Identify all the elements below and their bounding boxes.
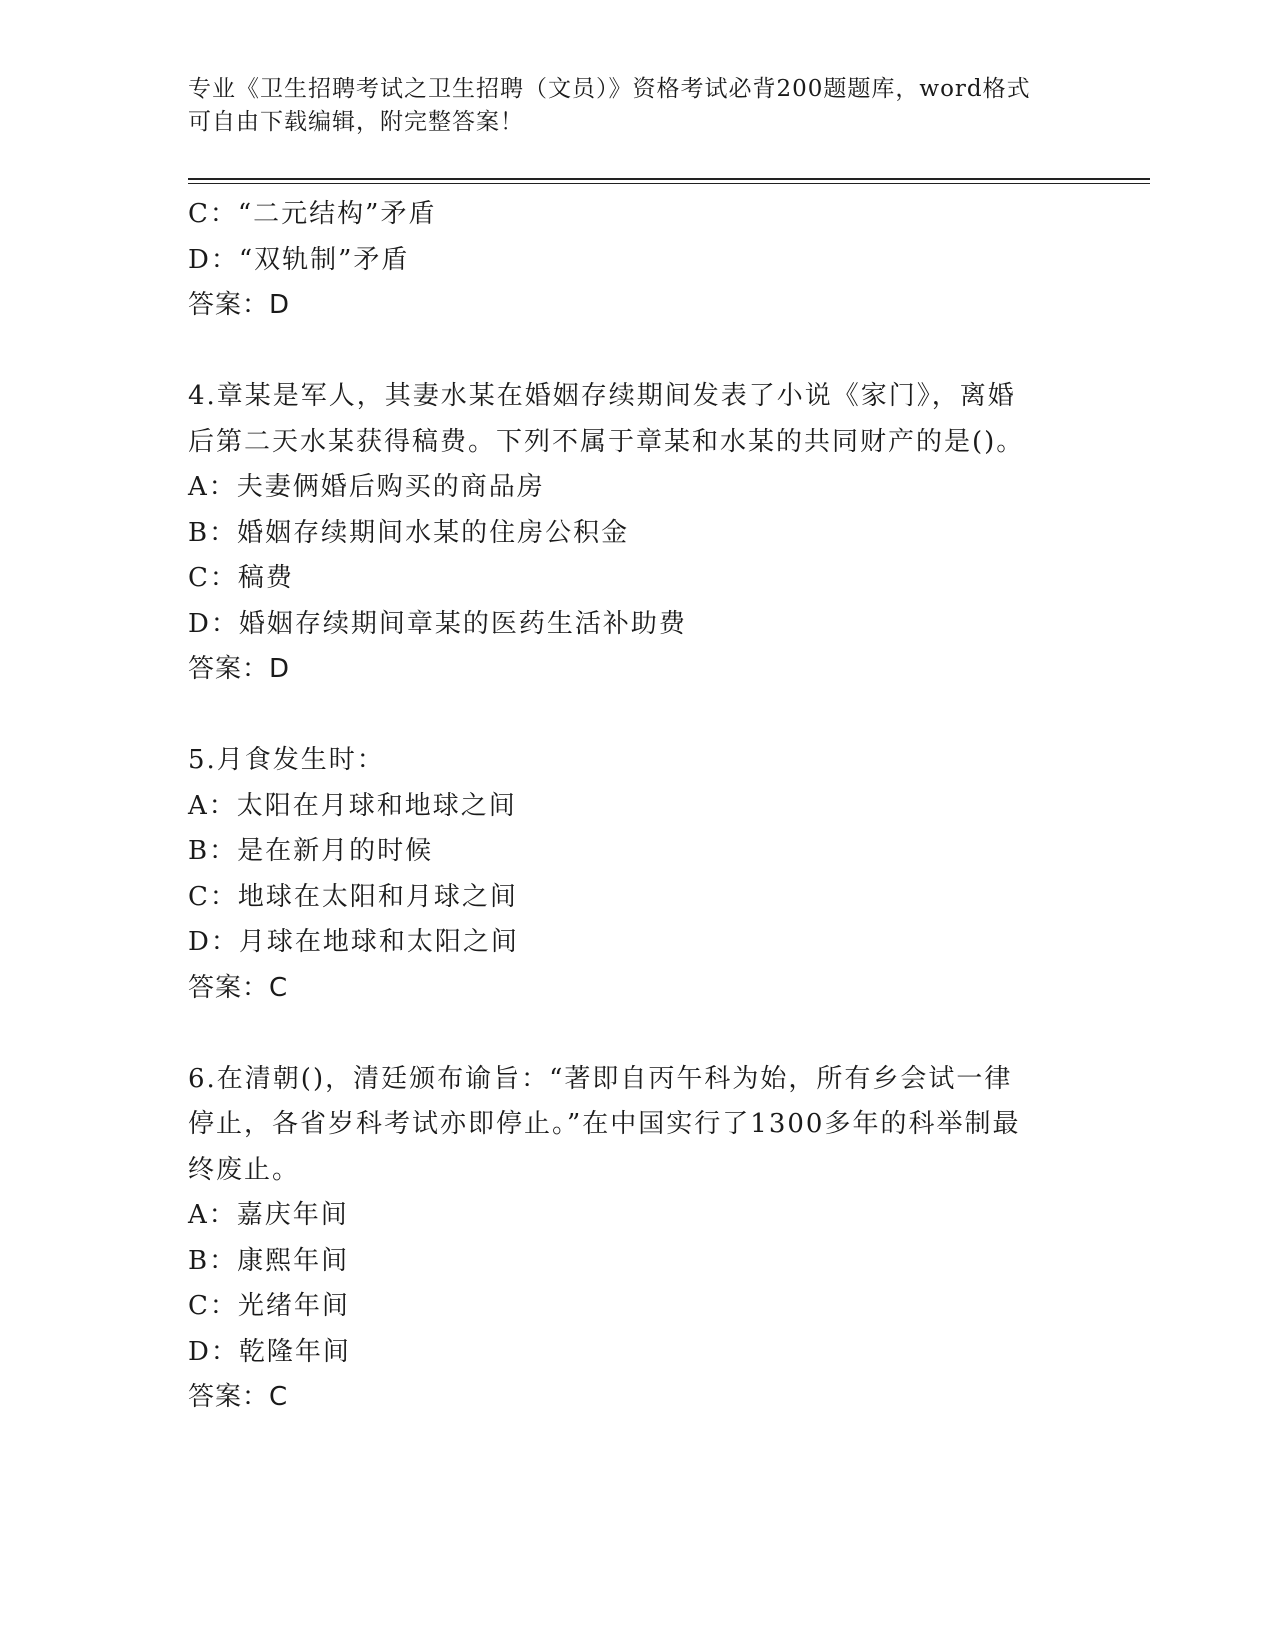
answer-line: 答案：C	[188, 1382, 289, 1412]
option-c: C：稿费	[188, 563, 294, 593]
document-header	[188, 73, 1068, 139]
option-a: A：夫妻俩婚后购买的商品房	[188, 472, 545, 502]
spacer	[188, 329, 1088, 375]
question-text-line-2: 后第二天水某获得稿费。下列不属于章某和水某的共同财产的是()。	[188, 426, 1025, 457]
question-5	[188, 738, 1088, 1011]
option-b: B：婚姻存续期间水某的住房公积金	[188, 517, 630, 548]
option-c: C：地球在太阳和月球之间	[188, 881, 518, 912]
question-text-line-2: 停止，各省岁科考试亦即停止。”在中国实行了1300多年的科举制最	[188, 1109, 1021, 1139]
option-d: D：婚姻存续期间章某的医药生活补助费	[188, 608, 687, 639]
question-4	[188, 374, 1088, 693]
header-title-line-2: 可自由下载编辑，附完整答案！	[188, 109, 524, 135]
answer-line: 答案：C	[188, 972, 289, 1003]
question-list	[188, 192, 1088, 1421]
answer-line: 答案：D	[188, 290, 291, 320]
question-text-line-1: 5.月食发生时：	[188, 745, 385, 775]
option-c: C：“二元结构”矛盾	[188, 199, 437, 229]
option-c: C：光绪年间	[188, 1291, 350, 1321]
option-d: D：“双轨制”矛盾	[188, 244, 410, 275]
question-text-line-1: 6.在清朝()，清廷颁布谕旨：“著即自丙午科为始，所有乡会试一律	[188, 1063, 1013, 1094]
option-a: A：嘉庆年间	[188, 1200, 349, 1230]
option-b: B：康熙年间	[188, 1245, 350, 1276]
question-3-tail	[188, 192, 1088, 329]
header-title-line-1: 专业《卫生招聘考试之卫生招聘（文员）》资格考试必背200题题库，word格式	[188, 76, 1031, 102]
option-b: B：是在新月的时候	[188, 836, 434, 866]
option-d: D：乾隆年间	[188, 1336, 351, 1367]
option-d: D：月球在地球和太阳之间	[188, 927, 519, 957]
header-divider-thin	[188, 183, 1150, 184]
question-6	[188, 1057, 1088, 1421]
answer-line: 答案：D	[188, 654, 291, 684]
question-text-line-3: 终废止。	[188, 1154, 301, 1185]
spacer	[188, 693, 1088, 739]
spacer	[188, 1011, 1088, 1057]
option-a: A：太阳在月球和地球之间	[188, 790, 517, 821]
header-divider-thick	[188, 178, 1150, 180]
question-text-line-1: 4.章某是军人，其妻水某在婚姻存续期间发表了小说《家门》，离婚	[188, 381, 1016, 411]
